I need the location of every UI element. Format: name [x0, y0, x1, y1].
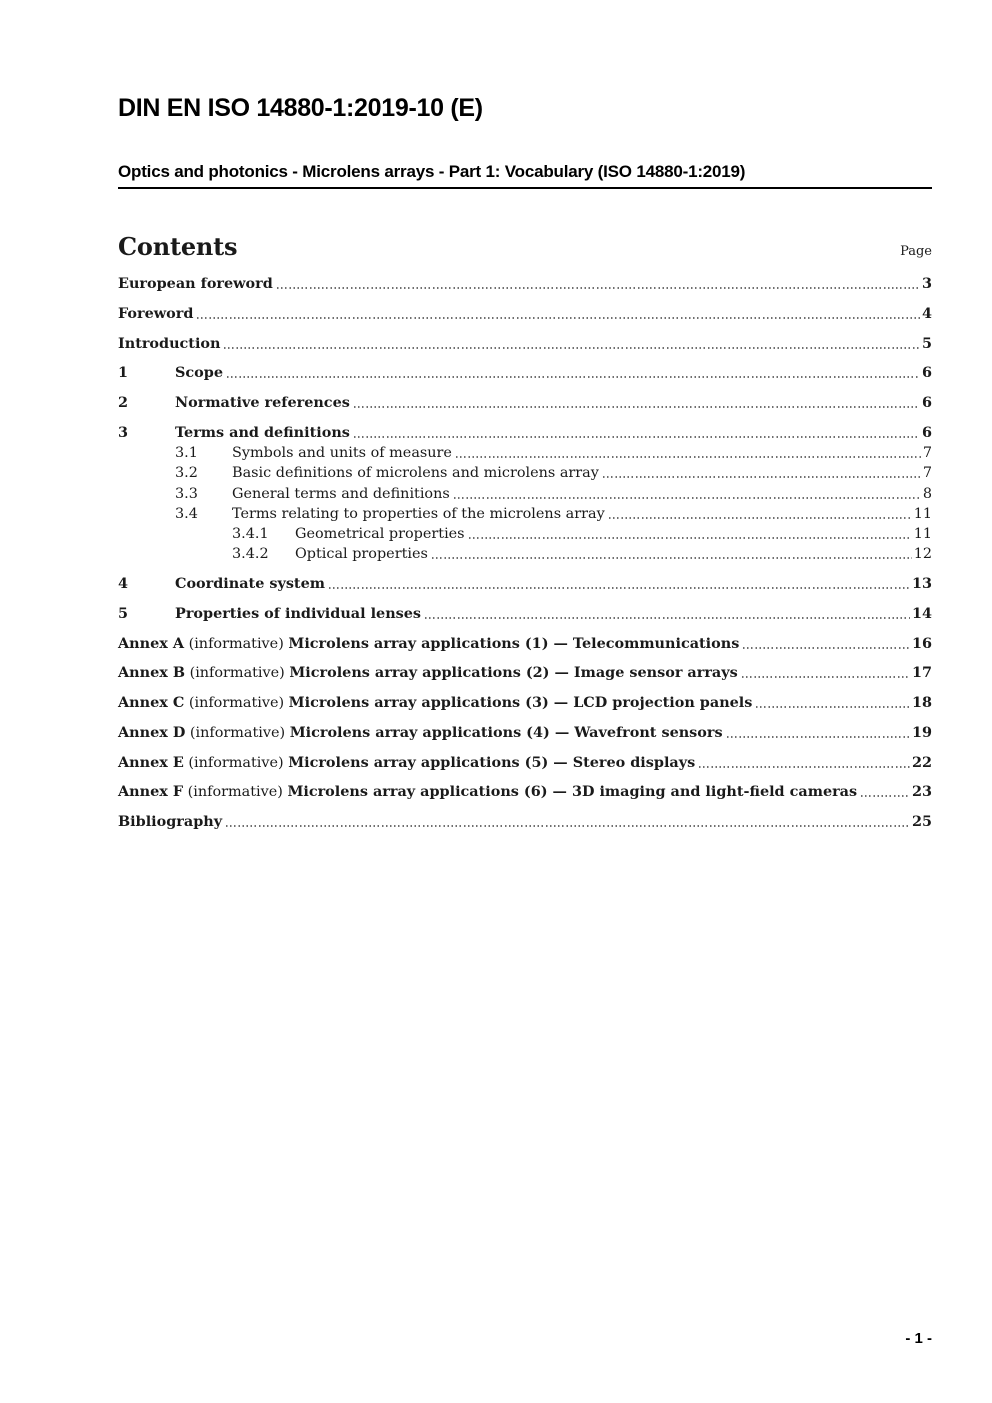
- toc-entry-annex: [118, 695, 932, 711]
- toc-entry-title: Bibliography: [118, 813, 223, 831]
- toc-entry-number: 5: [118, 604, 129, 622]
- toc-entry-title: [118, 695, 752, 711]
- annex-title: Microlens array applications (5) — Stereo displays: [288, 753, 696, 771]
- toc-entry-annex: [118, 755, 932, 771]
- toc-entry-number: 1: [118, 364, 129, 382]
- toc-entry-number: 3.4.2: [232, 546, 269, 563]
- page-column-label: Page: [900, 244, 932, 259]
- annex-informative: (informative): [185, 665, 290, 682]
- annex-informative: (informative): [184, 635, 289, 652]
- toc-entry-number: 4: [118, 574, 129, 592]
- toc-entry-page: 6: [921, 364, 932, 382]
- toc-entry-number: 3: [118, 423, 129, 441]
- toc-entry-title: Geometrical properties: [295, 525, 465, 542]
- toc-entry-title: Coordinate system: [175, 574, 325, 592]
- dot-leader: [609, 517, 912, 519]
- dot-leader: [727, 736, 910, 738]
- annex-informative: (informative): [183, 784, 288, 801]
- toc-entry-annex: [118, 665, 932, 681]
- annex-informative: (informative): [183, 754, 289, 771]
- toc-entry: [118, 445, 932, 461]
- toc-entry-title: Foreword: [118, 304, 194, 322]
- toc-entry-title: Terms and definitions: [175, 423, 350, 441]
- toc-entry-number: 3.4: [175, 505, 198, 522]
- dot-leader: [603, 476, 921, 478]
- toc-entry-title: Optical properties: [295, 546, 428, 563]
- dot-leader: [743, 647, 910, 649]
- toc-entry: [118, 546, 932, 562]
- toc-entry: [118, 306, 932, 322]
- toc-entry-page: 22: [911, 753, 932, 771]
- toc-entry-page: 5: [921, 334, 932, 352]
- toc-entry: [118, 576, 932, 592]
- annex-title: Microlens array applications (1) — Telecommunications: [288, 634, 740, 652]
- annex-title: Microlens array applications (6) — 3D imaging and light-field cameras: [287, 783, 858, 801]
- toc-entry-page: 7: [922, 445, 932, 462]
- contents-header: [118, 232, 932, 261]
- toc-entry-page: 8: [922, 485, 932, 502]
- toc-entry-title: General terms and definitions: [232, 485, 450, 502]
- annex-label: Annex C: [118, 694, 185, 712]
- toc-entry-title: Terms relating to properties of the microlens array: [232, 505, 605, 522]
- dot-leader: [329, 587, 910, 589]
- toc-entry: [118, 365, 932, 381]
- toc-entry-title: [118, 636, 739, 652]
- dot-leader: [454, 497, 921, 499]
- toc-entry-page: 19: [911, 723, 932, 741]
- toc-entry-page: 23: [911, 783, 932, 801]
- toc-entry-title: Introduction: [118, 334, 221, 352]
- toc-entry-number: 3.2: [175, 465, 198, 482]
- footer-page-number: - 1 -: [905, 1330, 932, 1347]
- toc-entry-title: [118, 784, 857, 800]
- toc-entry-title: Symbols and units of measure: [232, 445, 452, 462]
- toc-entry-title: Properties of individual lenses: [175, 604, 422, 622]
- document-page: [118, 0, 932, 830]
- annex-label: Annex E: [118, 753, 184, 771]
- dot-leader: [756, 706, 910, 708]
- toc-entry: [118, 395, 932, 411]
- toc-entry: [118, 276, 932, 292]
- toc-entry-annex: [118, 725, 932, 741]
- toc-entry-annex: [118, 636, 932, 652]
- table-of-contents: [118, 276, 932, 830]
- toc-entry-number: 3.1: [175, 445, 198, 462]
- dot-leader: [425, 617, 910, 619]
- toc-entry-page: 14: [911, 604, 932, 622]
- annex-title: Microlens array applications (3) — LCD projection panels: [288, 694, 753, 712]
- annex-title: Microlens array applications (2) — Image sensor arrays: [289, 664, 738, 682]
- dot-leader: [197, 317, 920, 319]
- toc-entry: [118, 425, 932, 441]
- toc-entry-page: 16: [911, 634, 932, 652]
- dot-leader: [277, 287, 920, 289]
- toc-entry: [118, 606, 932, 622]
- toc-entry-page: 6: [921, 394, 932, 412]
- toc-entry-title: Basic definitions of microlens and microlens array: [232, 465, 599, 482]
- toc-entry-number: 2: [118, 394, 129, 412]
- dot-leader: [432, 557, 912, 559]
- toc-entry: [118, 814, 932, 830]
- dot-leader: [742, 676, 910, 678]
- dot-leader: [861, 795, 910, 797]
- dot-leader: [469, 537, 912, 539]
- toc-entry: [118, 336, 932, 352]
- toc-entry-title: [118, 725, 723, 741]
- toc-entry-page: 4: [921, 304, 932, 322]
- document-title: Optics and photonics - Microlens arrays - Part 1: Vocabulary (ISO 14880-1:2019): [118, 161, 932, 189]
- annex-label: Annex F: [118, 783, 184, 801]
- toc-entry-page: 18: [911, 694, 932, 712]
- toc-entry: [118, 465, 932, 481]
- annex-label: Annex A: [118, 634, 185, 652]
- annex-label: Annex D: [118, 723, 186, 741]
- annex-label: Annex B: [118, 664, 185, 682]
- toc-entry-page: 11: [913, 525, 932, 542]
- annex-informative: (informative): [185, 724, 290, 741]
- dot-leader: [354, 436, 920, 438]
- toc-entry-title: Normative references: [175, 394, 350, 412]
- toc-entry-annex: [118, 784, 932, 800]
- annex-title: Microlens array applications (4) — Wavefront sensors: [289, 723, 723, 741]
- dot-leader: [226, 825, 910, 827]
- toc-entry-page: 11: [913, 505, 932, 522]
- toc-entry-title: [118, 665, 738, 681]
- toc-entry-title: Scope: [175, 364, 223, 382]
- dot-leader: [354, 406, 920, 408]
- toc-entry-page: 7: [922, 465, 932, 482]
- dot-leader: [224, 347, 920, 349]
- toc-entry-title: [118, 755, 695, 771]
- dot-leader: [699, 766, 910, 768]
- toc-entry-number: 3.3: [175, 485, 198, 502]
- toc-entry-number: 3.4.1: [232, 525, 269, 542]
- toc-entry-page: 3: [921, 275, 932, 292]
- document-number: DIN EN ISO 14880-1:2019-10 (E): [118, 94, 483, 122]
- toc-entry-title: European foreword: [118, 275, 273, 292]
- toc-entry-page: 17: [911, 664, 932, 682]
- contents-heading: Contents: [118, 232, 238, 261]
- dot-leader: [456, 456, 921, 458]
- toc-entry: [118, 506, 932, 522]
- toc-entry-page: 6: [921, 423, 932, 441]
- toc-entry-page: 25: [911, 813, 932, 831]
- dot-leader: [227, 376, 920, 378]
- annex-informative: (informative): [184, 695, 289, 712]
- toc-entry: [118, 526, 932, 542]
- toc-entry-page: 13: [911, 574, 932, 592]
- toc-entry: [118, 486, 932, 502]
- toc-entry-page: 12: [913, 546, 932, 563]
